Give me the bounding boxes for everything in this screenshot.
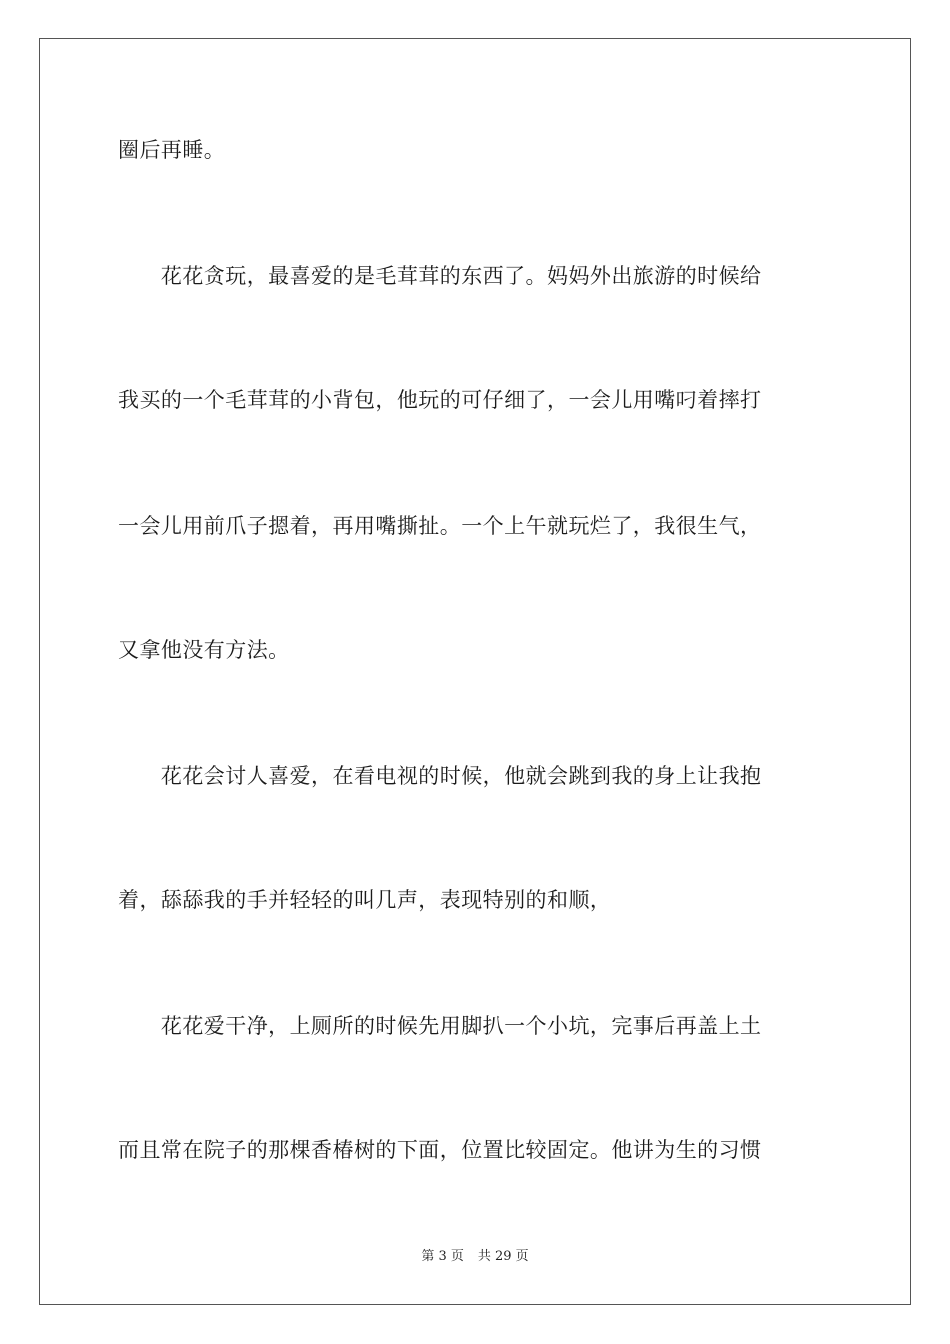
text-line: 花花爱干净，上厕所的时候先用脚扒一个小坑，完事后再盖上土 [118, 1014, 762, 1038]
text-line: 着，舔舔我的手并轻轻的叫几声，表现特别的和顺， [118, 888, 612, 912]
text-line: 花花贪玩，最喜爱的是毛茸茸的东西了。妈妈外出旅游的时候给 [118, 264, 762, 288]
page-footer [0, 1248, 950, 1266]
page-border [39, 38, 911, 1305]
page-total: 共 29 页 [477, 1249, 529, 1264]
text-line: 花花会讨人喜爱，在看电视的时候，他就会跳到我的身上让我抱 [118, 764, 762, 788]
text-line: 我买的一个毛茸茸的小背包，他玩的可仔细了，一会儿用嘴叼着摔打 [118, 388, 762, 412]
text-line: 而且常在院子的那棵香椿树的下面，位置比较固定。他讲为生的习惯 [118, 1138, 762, 1162]
page-number: 第 3 页 [421, 1249, 464, 1264]
text-line: 圈后再睡。 [118, 138, 226, 162]
text-line: 一会儿用前爪子摁着，再用嘴撕扯。一个上午就玩烂了，我很生气， [118, 514, 762, 538]
text-line: 又拿他没有方法。 [118, 638, 290, 662]
